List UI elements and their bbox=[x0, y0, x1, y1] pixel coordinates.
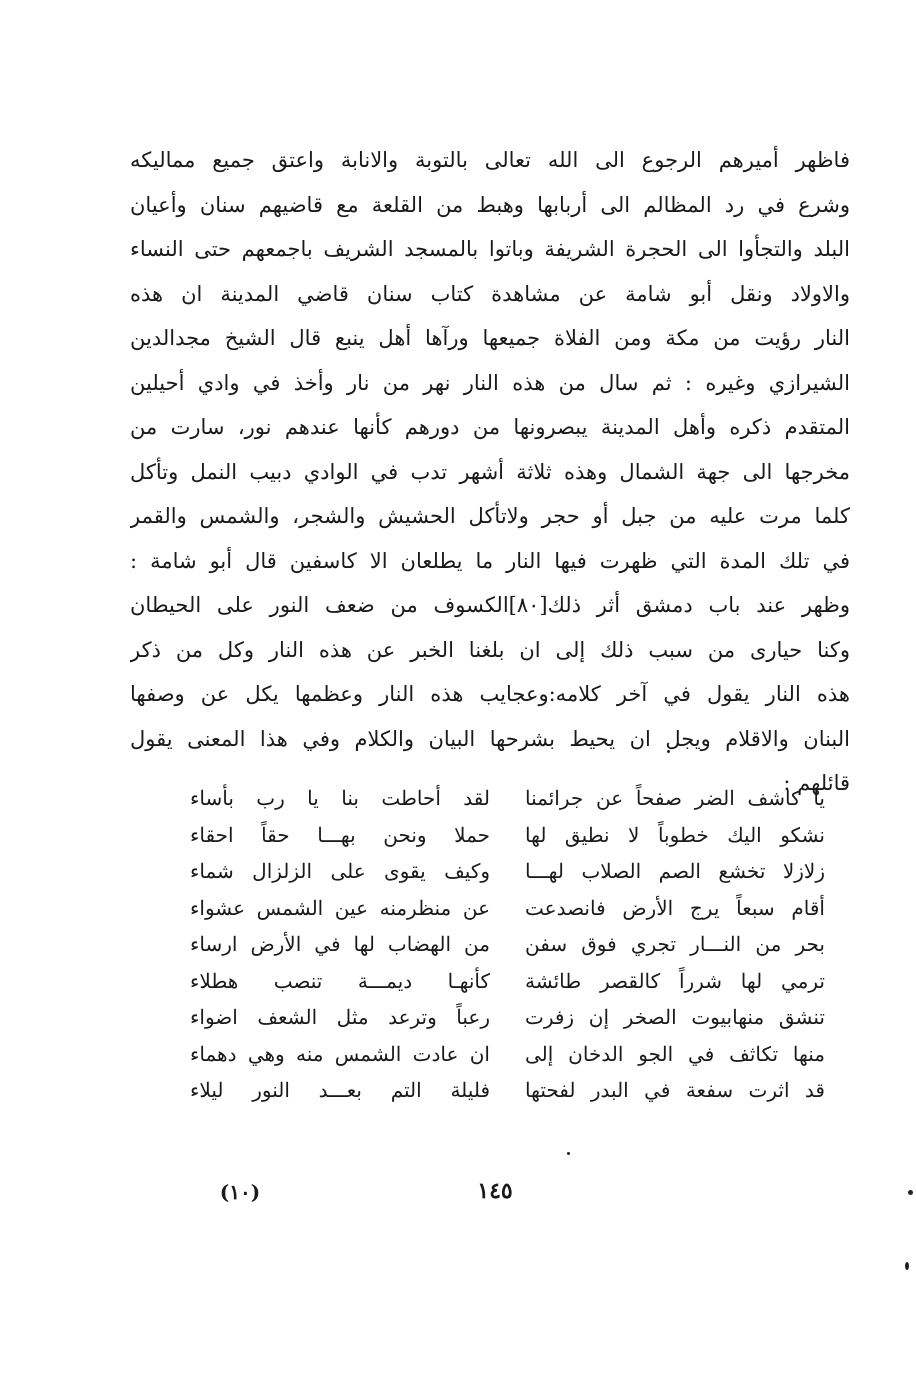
poem-verse bbox=[190, 780, 825, 817]
verse-second-hemistich: حملا ونحن بهـــا حقاً احقاء bbox=[190, 822, 490, 847]
verse-second-hemistich: كأنهـا ديمـــة تنصب هطلاء bbox=[190, 968, 490, 993]
prose-line: المتقدم ذكره وأهل المدينة يبصرونها من دورهم كأنها عندهم نور، سارت من bbox=[130, 415, 850, 439]
prose-paragraph bbox=[130, 138, 850, 806]
prose-line: والاولاد ونقل أبو شامة عن مشاهدة كتاب سنان قاضي المدينة ان هذه bbox=[130, 281, 850, 306]
verse-second-hemistich: عن منظرمنه عين الشمس عشواء bbox=[190, 895, 490, 920]
scan-speck bbox=[567, 1152, 570, 1155]
prose-line: البلد والتجأوا الى الحجرة الشريفة وباتوا بالمسجد الشريف باجمعهم حتى النساء bbox=[130, 237, 850, 261]
prose-line: مخرجها الى جهة الشمال وهذه ثلاثة أشهر تدب في الوادي دبيب النمل وتأكل bbox=[130, 459, 850, 484]
prose-line: فاظهر أميرهم الرجوع الى الله تعالى بالتوبة والانابة واعتق جميع مماليكه bbox=[130, 148, 850, 172]
prose-line: البنان والاقلام ويجل ان يحيط بشرحها البيان والكلام وفي هذا المعنى يقول bbox=[130, 726, 850, 751]
verse-second-hemistich: من الهضاب لها في الأرض ارساء bbox=[190, 932, 490, 956]
page-number: ١٤٥ bbox=[477, 1178, 513, 1204]
poem bbox=[190, 780, 825, 1109]
verse-first-hemistich: نشكو اليك خطوباً لا نطيق لها bbox=[525, 822, 825, 847]
verse-second-hemistich: لقد أحاطت بنا يا رب بأساء bbox=[190, 786, 490, 810]
poem-verse bbox=[190, 999, 825, 1036]
scan-speck bbox=[905, 1262, 909, 1270]
prose-line: قائلهم : bbox=[783, 771, 850, 795]
verse-first-hemistich: تنشق منهابيوت الصخر إن زفرت bbox=[525, 1005, 825, 1029]
poem-verse bbox=[190, 1036, 825, 1073]
prose-line: هذه النار يقول في آخر كلامه:وعجايب هذه النار وعظمها يكل عن وصفها bbox=[130, 682, 850, 706]
verse-first-hemistich: زلازلا تخشع الصم الصلاب لهـــا bbox=[525, 859, 825, 883]
prose-line: وظهر عند باب دمشق أثر ذلك[٨٠]الكسوف من ضعف النور على الحيطان bbox=[130, 593, 850, 617]
poem-verse bbox=[190, 853, 825, 890]
verse-second-hemistich: وكيف يقوى على الزلزال شماء bbox=[190, 859, 490, 883]
prose-line: النار رؤيت من مكة ومن الفلاة جميعها ورآها أهل ينبع قال الشيخ مجدالدين bbox=[130, 326, 850, 350]
prose-line: وشرع في رد المظالم الى أربابها وهبط من القلعة مع قاضيهم سنان وأعيان bbox=[130, 192, 850, 217]
poem-verse bbox=[190, 926, 825, 963]
poem-verse bbox=[190, 890, 825, 927]
prose-line: في تلك المدة التي ظهرت فيها النار ما يطلعان الا كاسفين قال أبو شامة : bbox=[130, 548, 850, 573]
verse-first-hemistich: قد اثرت سفعة في البدر لفحتها bbox=[525, 1078, 825, 1102]
poem-verse bbox=[190, 1072, 825, 1109]
verse-second-hemistich: فليلة التم بعـــد النور ليلاء bbox=[190, 1078, 490, 1102]
prose-line: الشيرازي وغيره : ثم سال من هذه النار نهر من نار وأخذ في وادي أحيلين bbox=[130, 370, 850, 395]
verse-first-hemistich: بحر من النـــار تجري فوق سفن bbox=[525, 932, 825, 956]
poem-verse bbox=[190, 963, 825, 1000]
verse-second-hemistich: رعباً وترعد مثل الشعف اضواء bbox=[190, 1005, 490, 1029]
poem-verse bbox=[190, 817, 825, 854]
verse-first-hemistich: ترمي لها شرراً كالقصر طائشة bbox=[525, 968, 825, 993]
scan-speck bbox=[908, 1190, 913, 1195]
verse-first-hemistich: منها تكاثف في الجو الدخان إلى bbox=[525, 1041, 825, 1066]
signature-mark: (١٠) bbox=[219, 1180, 261, 1204]
scan-speck bbox=[667, 750, 670, 753]
verse-first-hemistich: أقام سبعاً يرج الأرض فانصدعت bbox=[525, 895, 825, 920]
prose-line: كلما مرت عليه من جبل أو حجر ولاتأكل الحشيش والشجر، والشمس والقمر bbox=[130, 504, 850, 528]
prose-line: وكنا حيارى من سبب ذلك إلى ان بلغنا الخبر عن هذه النار وكل من ذكر bbox=[130, 637, 850, 662]
verse-first-hemistich: يا كاشف الضر صفحاً عن جرائمنا bbox=[525, 786, 825, 810]
verse-second-hemistich: ان عادت الشمس منه وهي دهماء bbox=[190, 1041, 490, 1066]
